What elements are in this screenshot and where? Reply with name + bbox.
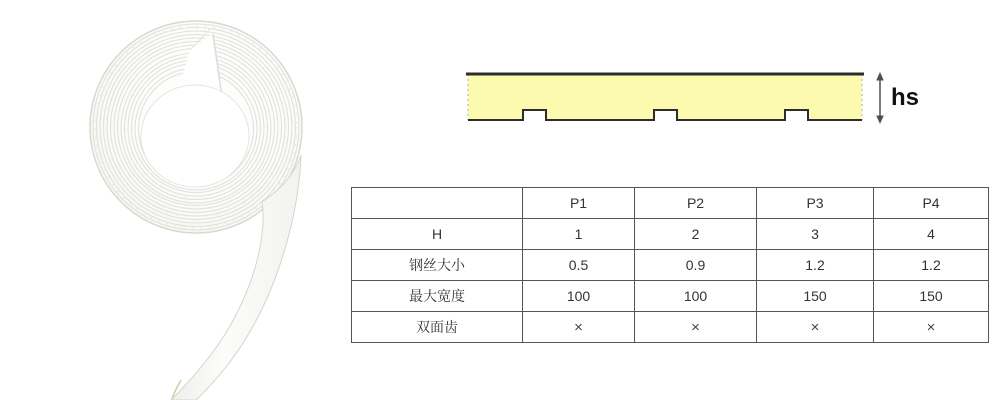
- cell: 150: [757, 281, 874, 312]
- hs-dimension-arrow: [876, 72, 884, 124]
- cell: ×: [874, 312, 989, 343]
- table-row-h: [352, 219, 989, 250]
- belt-profile-body: [468, 74, 862, 120]
- spec-table: [351, 187, 989, 343]
- belt-coil-photo: [0, 0, 360, 400]
- cell: 100: [523, 281, 635, 312]
- table-row-double-sided-teeth: [352, 312, 989, 343]
- coil-center-hole: [141, 85, 249, 187]
- table-row-wire-size: [352, 250, 989, 281]
- row-label: 最大宽度: [352, 281, 523, 312]
- cell: ×: [757, 312, 874, 343]
- cell: 100: [635, 281, 757, 312]
- table-header-row: [352, 188, 989, 219]
- cell: 0.5: [523, 250, 635, 281]
- header-cell-blank: [352, 188, 523, 219]
- cell: ×: [523, 312, 635, 343]
- cell: ×: [635, 312, 757, 343]
- cell: 4: [874, 219, 989, 250]
- hs-dimension-label: hs: [891, 84, 920, 111]
- header-cell-p2: P2: [635, 188, 757, 219]
- row-label: 钢丝大小: [352, 250, 523, 281]
- table-row-max-width: [352, 281, 989, 312]
- cell: 1.2: [757, 250, 874, 281]
- row-label: H: [352, 219, 523, 250]
- cell: 1.2: [874, 250, 989, 281]
- cell: 2: [635, 219, 757, 250]
- cell: 0.9: [635, 250, 757, 281]
- cell: 150: [874, 281, 989, 312]
- cell: 3: [757, 219, 874, 250]
- row-label: 双面齿: [352, 312, 523, 343]
- belt-profile-bottom-line: [468, 110, 862, 120]
- header-cell-p1: P1: [523, 188, 635, 219]
- cell: 1: [523, 219, 635, 250]
- header-cell-p4: P4: [874, 188, 989, 219]
- header-cell-p3: P3: [757, 188, 874, 219]
